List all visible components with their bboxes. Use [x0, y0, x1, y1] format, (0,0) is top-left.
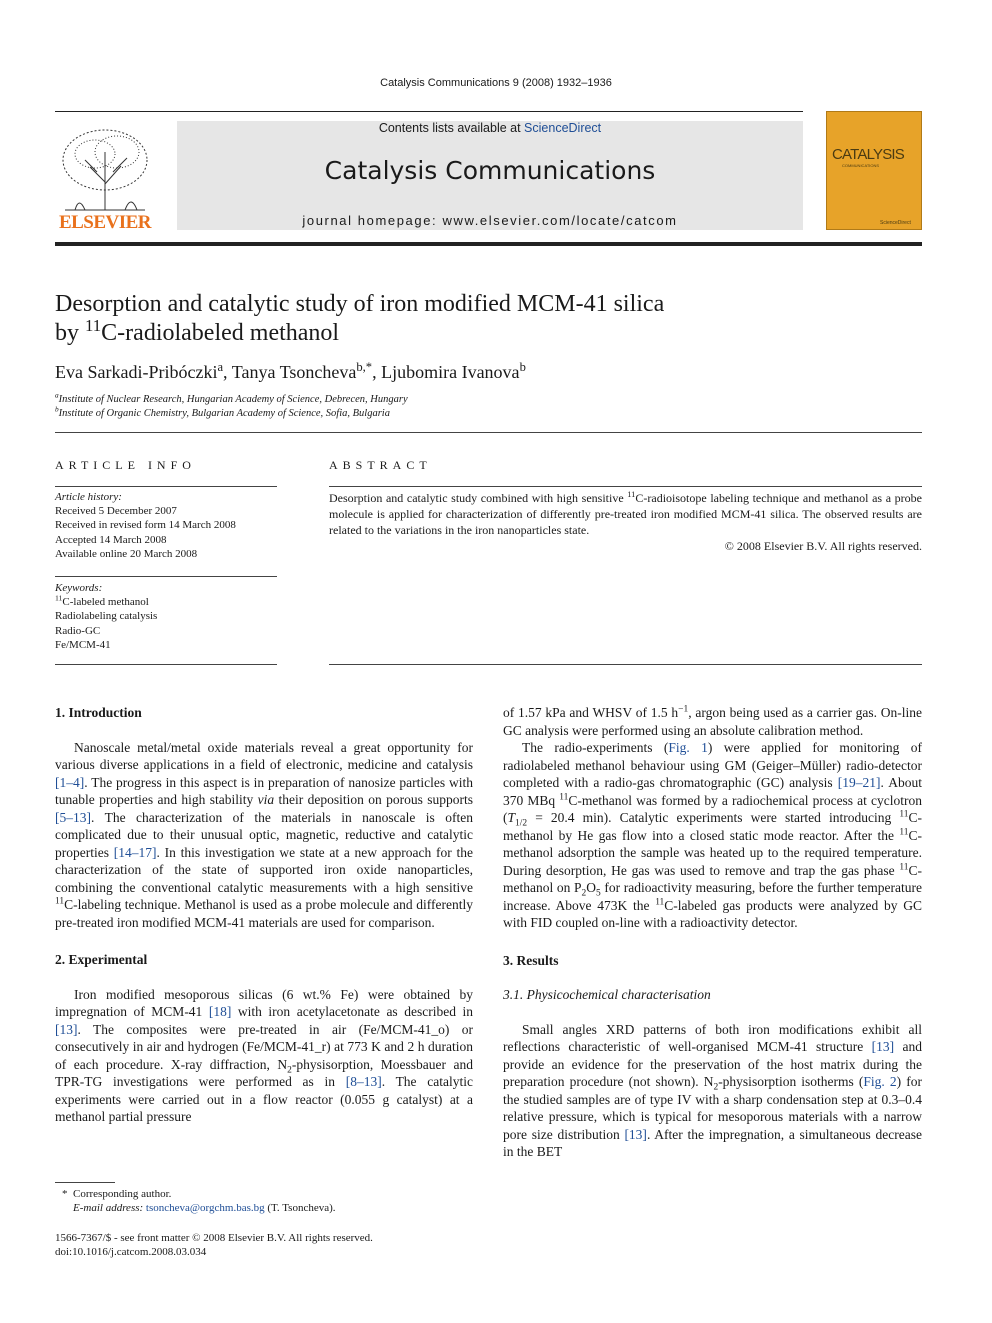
- text: C-methanol on P: [503, 862, 922, 895]
- text: their deposition on porous supports: [274, 792, 473, 807]
- cover-subtitle: COMMUNICATIONS: [842, 163, 880, 168]
- affil-text: Institute of Nuclear Research, Hungarian Academy of Science, Debrecen, Hungary: [58, 394, 408, 405]
- text: and provide an evidence for the preservation of the host matrix during the preparation procedure (not shown). N: [503, 1039, 922, 1089]
- figure-link[interactable]: Fig. 2: [863, 1074, 897, 1089]
- abstract-body: [329, 490, 922, 554]
- text-sub: 5: [596, 888, 601, 899]
- cover-footer: ScienceDirect: [880, 220, 911, 226]
- text: C-methanol adsorption the sample was heated up to the required temperature. During desorption, He gas was used to remove and trap the gas phase: [503, 827, 922, 878]
- text: , argon being used as a carrier gas. On-line GC analysis were performed using an absolute calibration method.: [503, 705, 923, 738]
- text: O: [586, 880, 597, 895]
- corresponding-note: [62, 1187, 472, 1201]
- history-online: Available online 20 March 2008: [55, 547, 198, 560]
- header-thick-rule: [55, 242, 922, 246]
- abstract-bottom-rule: [329, 664, 922, 665]
- intro-paragraph: [55, 739, 473, 932]
- keyword-2: Radiolabeling catalysis: [55, 610, 158, 623]
- author-2-affil: b,*: [356, 360, 373, 374]
- section-results-heading: 3. Results: [503, 952, 559, 968]
- affil-mark: b: [55, 404, 59, 414]
- text: C-methanol was formed by a radiochemical process at cyclotron (: [503, 792, 922, 825]
- text: . The catalytic experiments were carried out in a flow reactor (0.055 g catalyst) at a methanol partial pressure: [55, 1074, 473, 1124]
- doi-line[interactable]: doi:10.1016/j.catcom.2008.03.034: [55, 1246, 207, 1258]
- text: . The characterization of the materials in nanoscale is often complicated due to their unusual optic, magnetic, reductive and catalytic properties: [55, 809, 473, 860]
- right-column: [503, 704, 922, 1161]
- contents-prefix: Contents lists available at: [378, 121, 525, 135]
- keyword-4: Fe/MCM-41: [55, 638, 111, 651]
- title-rest: C-radiolabeled methanol: [101, 320, 340, 346]
- email-label: E-mail address:: [73, 1202, 146, 1214]
- text: Iron modified mesoporous silicas (6 wt.% Fe) were obtained by impregnation of MCM-41: [55, 986, 473, 1019]
- affil-mark: a: [55, 390, 59, 400]
- author-2[interactable]: Tanya Tsoncheva: [231, 362, 357, 382]
- article-info-bottom-rule: [55, 664, 277, 665]
- abstract-text: C-radioisotope labeling technique and methanol as a probe molecule is applied for characterization of differently pre-treated iron modified MCM-41 silica. The observed results are related to the variations in the iron nanoparticles state.: [329, 491, 923, 537]
- journal-name: Catalysis Communications: [324, 156, 656, 185]
- text-sub: 2: [713, 1082, 719, 1093]
- text-sup: 11: [899, 809, 909, 820]
- text: ) for the studied samples are of type IV with a sharp condensation step at 0.3–0.4 relative pressure, which is typical for mesoporous materials with a narrow pore size distribution: [503, 1074, 922, 1142]
- abstract-rule: [329, 486, 922, 487]
- ref-link[interactable]: [1–4]: [55, 774, 85, 790]
- footnote-star: *: [62, 1188, 68, 1200]
- text: C-methanol by He gas flow into a closed static mode reactor. After the: [503, 810, 922, 843]
- keywords-label: Keywords:: [55, 582, 103, 594]
- email-note: [62, 1201, 472, 1215]
- title-sup: 11: [85, 316, 102, 335]
- text-sup: 11: [899, 827, 909, 837]
- title-line-2: [55, 316, 922, 348]
- results-paragraph: [503, 1021, 922, 1161]
- journal-homepage[interactable]: journal homepage: www.elsevier.com/locate/catcom: [302, 213, 678, 228]
- ref-link[interactable]: [14–17]: [113, 844, 157, 860]
- text-sub: 1/2: [515, 818, 528, 829]
- keyword-3: Radio-GC: [55, 624, 101, 637]
- article-info-heading: ARTICLE INFO: [55, 458, 196, 472]
- ref-link[interactable]: [5–13]: [55, 809, 91, 825]
- ref-link[interactable]: [13]: [624, 1126, 647, 1142]
- history-received: Received 5 December 2007: [55, 505, 177, 518]
- text-sup: 11: [55, 896, 65, 907]
- article-history: [55, 490, 277, 561]
- text: with iron acetylacetonate as described in: [231, 1004, 473, 1019]
- article-info-rule: [55, 486, 277, 487]
- history-revised: Received in revised form 14 March 2008: [55, 519, 236, 532]
- text: The radio-experiments (: [522, 740, 669, 755]
- keywords: [55, 581, 277, 652]
- running-title: Catalysis Communications 9 (2008) 1932–1936: [380, 77, 612, 89]
- text-sup: 11: [899, 862, 909, 872]
- text: = 20.4 min). Catalytic experiments were started introducing: [527, 810, 900, 825]
- text-sup: −1: [678, 704, 689, 715]
- ref-link[interactable]: [8–13]: [345, 1074, 382, 1089]
- text: . In this investigation we state at a new approach for the characterization of the state of supported iron oxide nanoparticles, combining the conventional catalytic measurements with a high sensitive: [55, 844, 473, 895]
- section-intro-heading: 1. Introduction: [55, 705, 142, 720]
- abstract-text: Desorption and catalytic study combined with high sensitive: [329, 491, 628, 505]
- method-paragraph-cont: [503, 704, 922, 739]
- text: . After the impregnation, a simultaneous decrease in the BET: [503, 1126, 922, 1159]
- text: -physisorption isotherms (: [718, 1074, 864, 1089]
- history-accepted: Accepted 14 March 2008: [55, 533, 167, 546]
- header-rule: [55, 111, 803, 112]
- text: C-labeling technique. Methanol is used as a probe molecule and differently pre-treated iron modified MCM-41 materials are used for comparison.: [55, 897, 473, 930]
- journal-cover: [826, 111, 922, 230]
- abstract-heading: ABSTRACT: [329, 458, 432, 472]
- author-3-affil: b: [519, 360, 526, 374]
- affiliation-b: [55, 404, 390, 419]
- author-3[interactable]: Ljubomira Ivanova: [381, 362, 520, 382]
- author-1-affil: a: [217, 360, 224, 374]
- abstract-sup: 11: [627, 490, 636, 499]
- ref-link[interactable]: [13]: [871, 1039, 895, 1054]
- text: Small angles XRD patterns of both iron modifications exhibit all reflections characteristic of well-organised MCM-41 structure: [503, 1021, 922, 1054]
- email-after: (T. Tsoncheva).: [264, 1202, 336, 1214]
- keywords-rule: [55, 576, 277, 577]
- article-title: [55, 290, 922, 348]
- ref-link[interactable]: [18]: [208, 1004, 232, 1019]
- footnote: [62, 1187, 472, 1215]
- keyword-sup: 11: [55, 593, 63, 603]
- text: C-labeled gas products were analyzed by GC with FID coupled on-line with a radioactivity detector.: [503, 897, 922, 930]
- ref-link[interactable]: [19–21]: [837, 775, 881, 790]
- left-column: [55, 704, 473, 1126]
- affil-text: Institute of Organic Chemistry, Bulgarian Academy of Science, Sofia, Bulgaria: [58, 408, 390, 419]
- keyword-1: [55, 595, 277, 609]
- author-sep: ,: [372, 362, 382, 382]
- front-matter: [55, 1231, 475, 1259]
- email-link[interactable]: tsoncheva@orgchm.bas.bg: [145, 1202, 265, 1214]
- text: . About 370 MBq: [503, 775, 922, 808]
- text-sup: 11: [559, 792, 569, 802]
- affiliation-a: [55, 390, 408, 405]
- history-label: Article history:: [55, 491, 122, 503]
- experimental-paragraph: [55, 986, 473, 1126]
- text-sub: 2: [581, 888, 587, 899]
- text-italic: T: [507, 810, 516, 825]
- text-sub: 2: [287, 1065, 292, 1076]
- title-by: by: [55, 320, 85, 346]
- text: -physisorption, Moessbauer and TPR-TG investigations were performed as in: [55, 1056, 473, 1089]
- cover-title: CATALYSIS: [832, 146, 904, 163]
- sciencedirect-link[interactable]: ScienceDirect: [524, 121, 602, 135]
- ref-link[interactable]: [13]: [55, 1021, 78, 1037]
- radio-paragraph: [503, 739, 922, 932]
- text: . The composites were pre-treated in air (Fe/MCM-41_o) or consecutively in air and hydrogen (Fe/MCM-41_r) at 773 K and 2 h duration of each procedure. X-ray diffraction, N: [55, 1021, 473, 1072]
- text-italic: via: [257, 792, 275, 807]
- text: of 1.57 kPa and WHSV of 1.5 h: [503, 705, 679, 720]
- section-experimental-heading: 2. Experimental: [55, 952, 148, 967]
- text: for radioactivity measuring, before the further temperature increase. Above 473K the: [503, 880, 923, 913]
- author-1[interactable]: Eva Sarkadi-Pribóczki: [55, 362, 218, 382]
- text: . The progress in this aspect is in preparation of nanosize particles with tunable properties and high stability: [55, 774, 473, 807]
- figure-link[interactable]: Fig. 1: [668, 740, 708, 755]
- issn-line: 1566-7367/$ - see front matter © 2008 Elsevier B.V. All rights reserved.: [55, 1232, 373, 1244]
- subsection-heading: 3.1. Physicochemical characterisation: [503, 987, 711, 1002]
- text-sup: 11: [655, 897, 665, 907]
- author-list: [55, 362, 526, 383]
- footnote-rule: [55, 1182, 115, 1183]
- abstract-copyright: © 2008 Elsevier B.V. All rights reserved.: [724, 539, 922, 553]
- footnote-text: Corresponding author.: [73, 1188, 172, 1200]
- title-line-1: Desorption and catalytic study of iron modified MCM-41 silica: [55, 291, 665, 317]
- keyword-text: C-labeled methanol: [62, 596, 149, 609]
- author-sep: ,: [223, 362, 232, 382]
- contents-line: [177, 121, 803, 135]
- text: ) were applied for monitoring of radiolabeled methanol behaviour using GM (Geiger–Müller) radio-detector completed with a radio-gas chromatographic (GC) analysis: [503, 740, 922, 790]
- text: Nanoscale metal/metal oxide materials reveal a great opportunity for various diverse applications in a field of electronic, medicine and catalysis: [55, 739, 473, 772]
- elsevier-wordmark: ELSEVIER: [58, 212, 152, 233]
- affil-rule: [55, 432, 922, 433]
